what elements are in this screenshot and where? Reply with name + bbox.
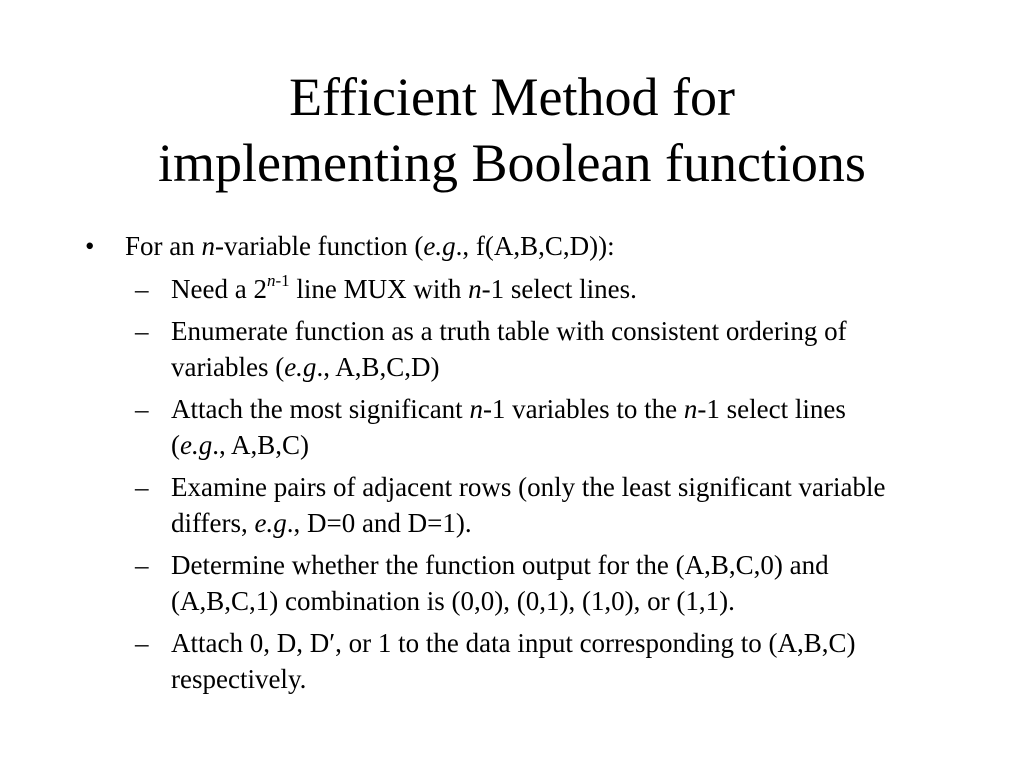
sub-bullet-text: Attach 0, D, D′, or 1 to the data input corresponding to (A,B,C) respectively. <box>171 628 856 694</box>
dash-icon: – <box>135 628 149 658</box>
dash-icon: – <box>135 394 149 424</box>
dash-icon: – <box>135 472 149 502</box>
sub-bullet-determine-output <box>82 547 891 619</box>
sub-bullet-text: Examine pairs of adjacent rows (only the least significant variable differs, e.g., D=0 and D=1). <box>171 472 886 538</box>
main-bullet <box>82 228 962 264</box>
bullet-list <box>82 228 962 703</box>
sub-bullet-list <box>82 271 962 697</box>
slide-title <box>0 64 1024 196</box>
sub-bullet-text: Determine whether the function output for the (A,B,C,0) and (A,B,C,1) combination is (0,0), (0,1), (1,0), or (1,1). <box>171 550 829 616</box>
sub-bullet-truth-table <box>82 313 891 385</box>
sub-bullet-text: Need a 2$^{n-1}$ line MUX with n-1 select lines. <box>171 271 637 304</box>
sub-bullet-attach-inputs <box>82 625 891 697</box>
dash-icon: – <box>135 274 149 304</box>
sub-bullet-mux-size <box>82 271 891 307</box>
main-bullet-text: For an n-variable function (e.g., f(A,B,C,D)): <box>125 231 615 261</box>
title-line-1: Efficient Method for <box>289 67 735 127</box>
sub-bullet-text: Attach the most significant n-1 variables to the n-1 select lines (e.g., A,B,C) <box>171 394 846 460</box>
bullet-dot-icon: • <box>85 231 95 261</box>
title-line-2: implementing Boolean functions <box>158 133 866 193</box>
sub-bullet-text: Enumerate function as a truth table with consistent ordering of variables (e.g., A,B,C,D) <box>171 316 847 382</box>
sub-bullet-select-lines <box>82 391 891 463</box>
dash-icon: – <box>135 550 149 580</box>
dash-icon: – <box>135 316 149 346</box>
sub-bullet-adjacent-rows <box>82 469 891 541</box>
